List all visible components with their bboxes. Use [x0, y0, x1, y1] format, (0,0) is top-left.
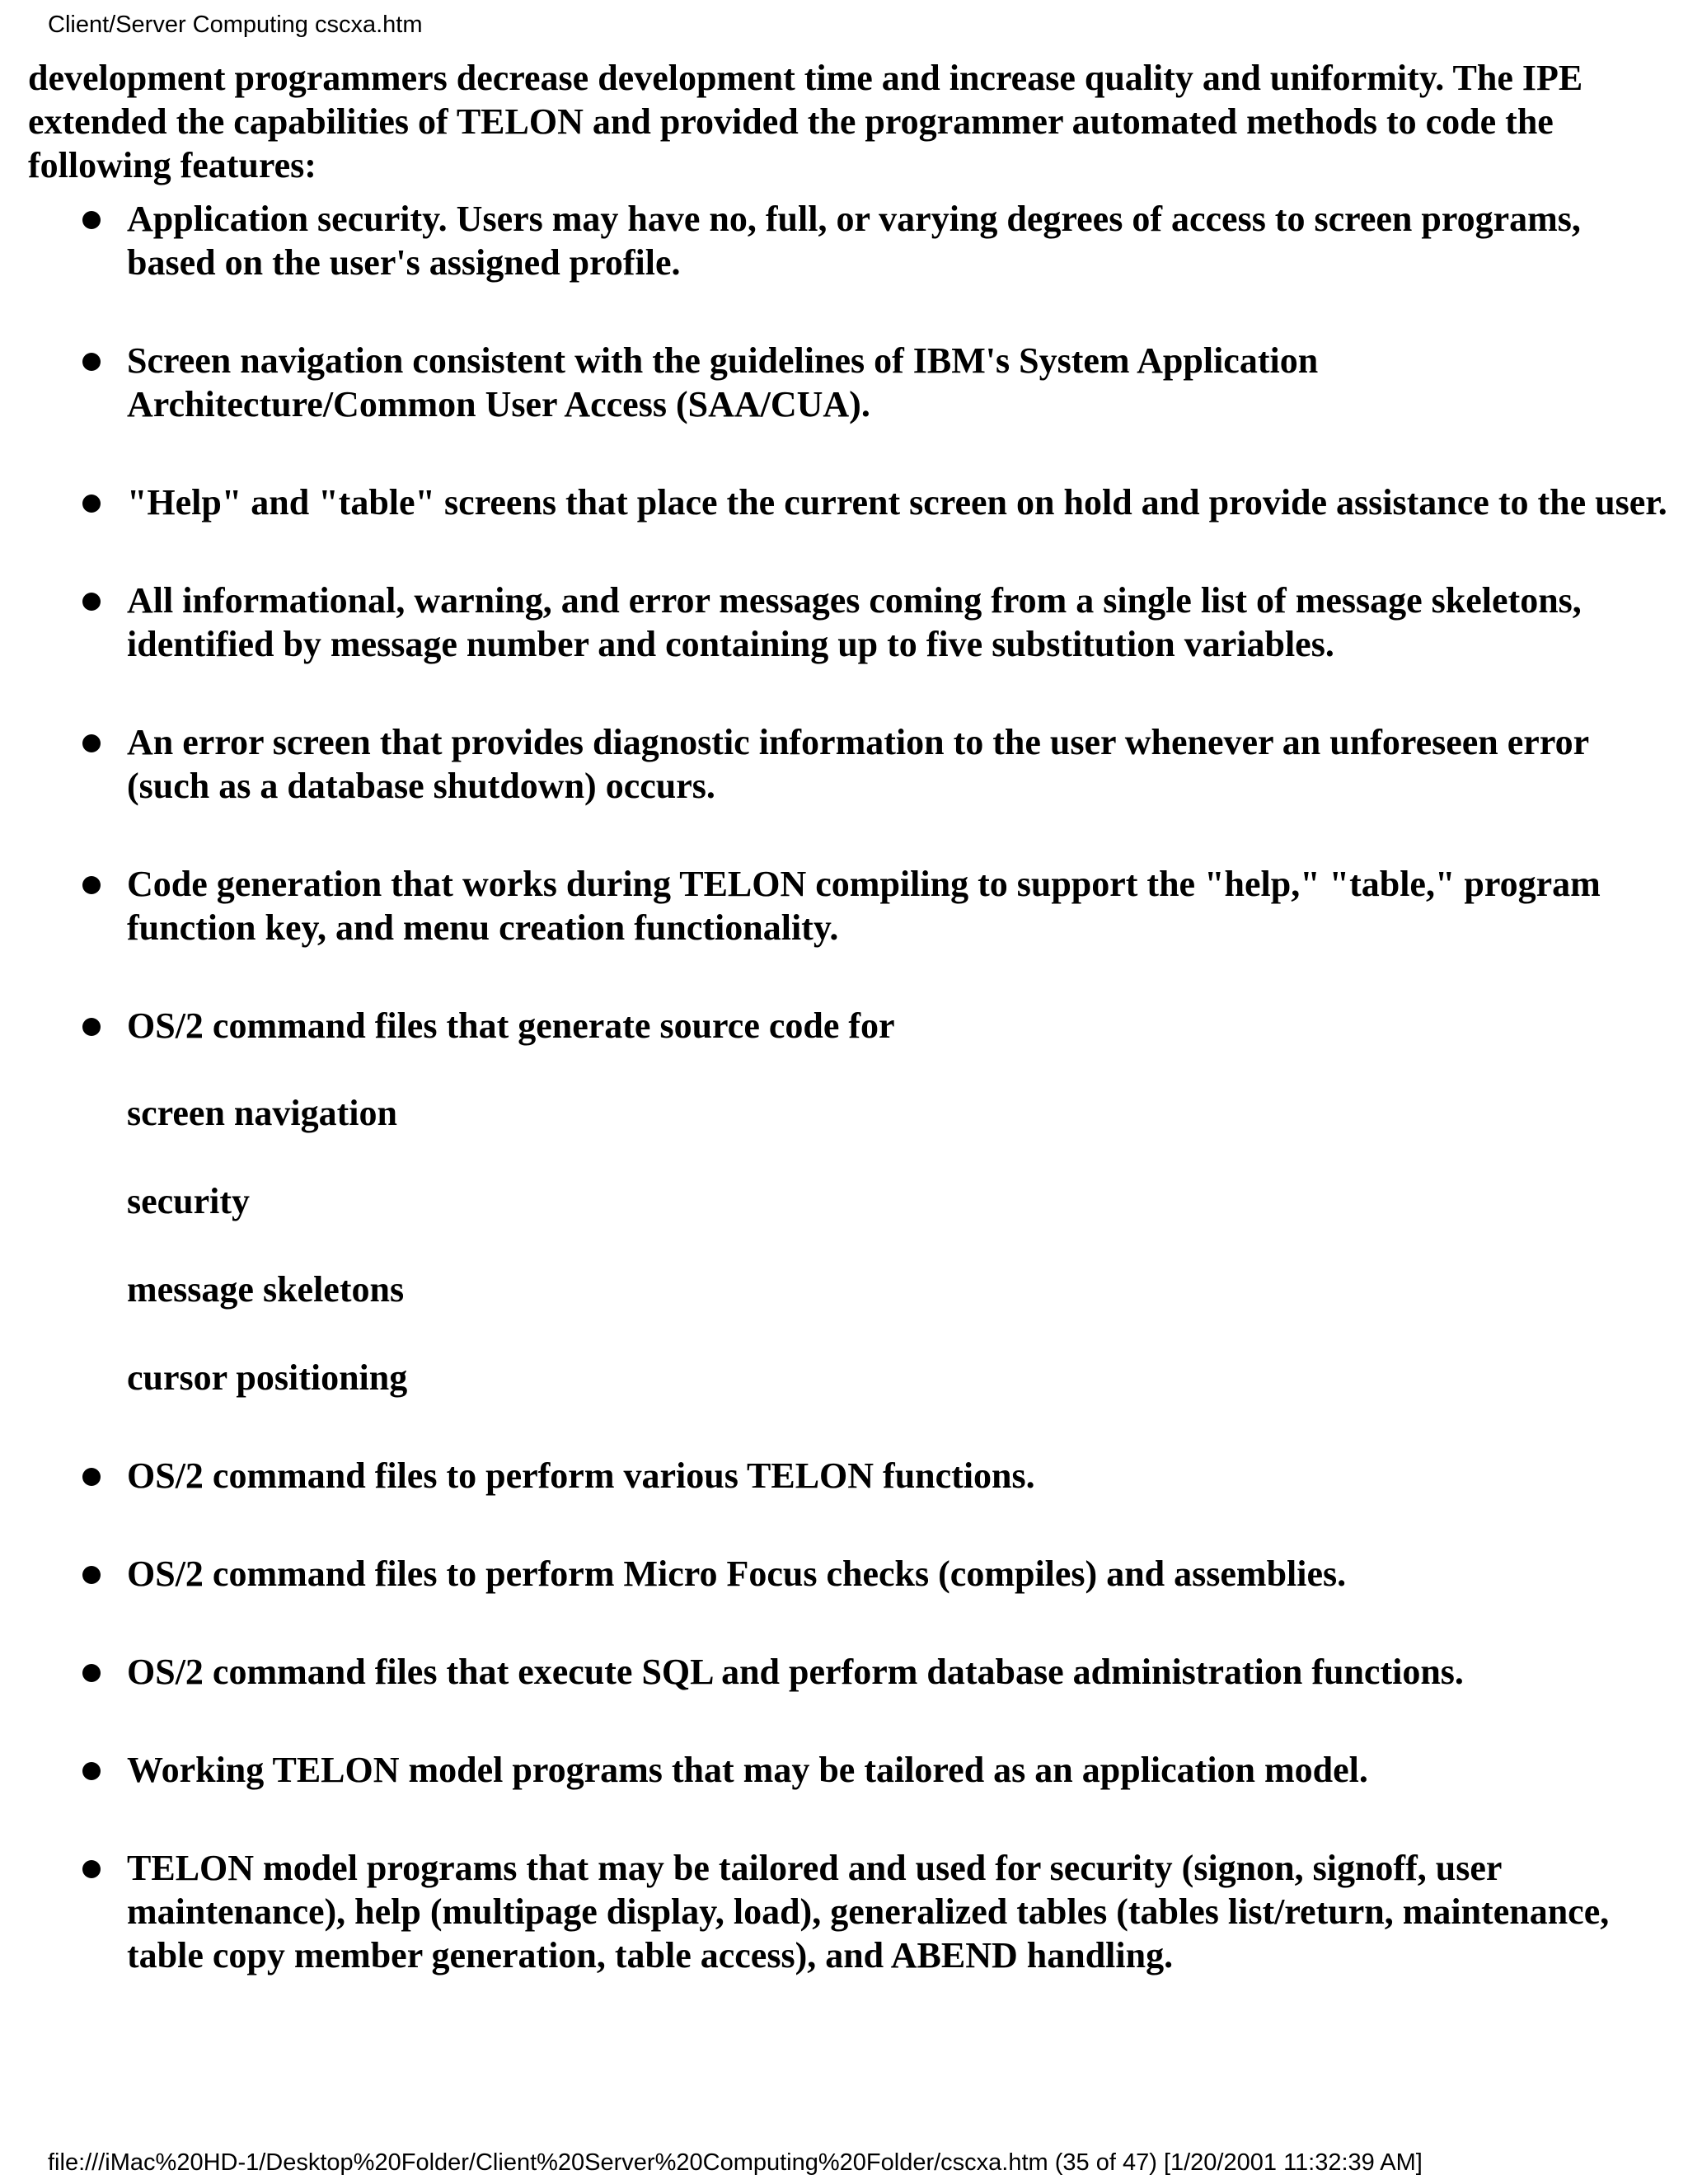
list-item: [127, 1454, 1672, 1497]
document-body: [28, 56, 1672, 1977]
list-item: [127, 720, 1672, 808]
intro-paragraph: development programmers decrease development time and increase quality and uniformity. The IPE extended the capabilities of TELON and provided the programmer automated methods to code the following features:: [28, 58, 1583, 185]
page-header-title: Client/Server Computing cscxa.htm: [48, 12, 423, 38]
sub-list-item: message skeletons: [127, 1269, 405, 1310]
bullet-icon: [82, 1018, 101, 1036]
sub-list: [127, 1091, 1672, 1399]
list-item: [127, 339, 1672, 426]
sub-list-item: screen navigation: [127, 1093, 397, 1133]
list-item: [127, 197, 1672, 284]
list-item-text: TELON model programs that may be tailored and used for security (signon, signoff, user maintenance), help (multipage display, load), generalized tables (tables list/return, maintenance, table copy member generation, table access), and ABEND handling.: [127, 1848, 1610, 1975]
list-item-text: Application security. Users may have no, full, or varying degrees of access to screen programs, based on the user's assigned profile.: [127, 199, 1581, 283]
list-item: [127, 1846, 1672, 1977]
bullet-icon: [82, 876, 101, 894]
bullet-icon: [82, 1468, 101, 1486]
list-item: [127, 1748, 1672, 1792]
list-item-text: OS/2 command files that generate source code for: [127, 1005, 895, 1046]
list-item-text: An error screen that provides diagnostic information to the user whenever an unforeseen error (such as a database shutdown) occurs.: [127, 722, 1589, 806]
bullet-icon: [82, 494, 101, 513]
list-item-text: "Help" and "table" screens that place the current screen on hold and provide assistance to the user.: [127, 482, 1667, 523]
list-item: [127, 480, 1672, 524]
bullet-icon: [82, 1860, 101, 1878]
feature-list: [28, 197, 1672, 1977]
bullet-icon: [82, 734, 101, 752]
bullet-icon: [82, 353, 101, 371]
list-item: [127, 1004, 1672, 1399]
bullet-icon: [82, 1664, 101, 1682]
page-footer-url: file:///iMac%20HD-1/Desktop%20Folder/Client%20Server%20Computing%20Folder/cscxa.htm (35 of 47) [1/20/2001 11:32:39 AM]: [48, 2149, 1423, 2176]
list-item: [127, 1552, 1672, 1596]
list-item-text: OS/2 command files that execute SQL and perform database administration functions.: [127, 1652, 1464, 1692]
list-item-text: Code generation that works during TELON compiling to support the "help," "table," program function key, and menu creation functionality.: [127, 864, 1601, 948]
list-item-text: OS/2 command files to perform Micro Focus checks (compiles) and assemblies.: [127, 1554, 1347, 1594]
sub-list-item: security: [127, 1181, 251, 1221]
list-item: [127, 579, 1672, 666]
list-item-text: OS/2 command files to perform various TELON functions.: [127, 1455, 1035, 1496]
list-item-text: Screen navigation consistent with the guidelines of IBM's System Application Architecture/Common User Access (SAA/CUA).: [127, 340, 1319, 424]
bullet-icon: [82, 1762, 101, 1780]
sub-list-item: cursor positioning: [127, 1357, 408, 1398]
bullet-icon: [82, 593, 101, 611]
bullet-icon: [82, 1566, 101, 1584]
list-item-text: All informational, warning, and error messages coming from a single list of message skeletons, identified by message number and containing up to five substitution variables.: [127, 580, 1582, 664]
bullet-icon: [82, 211, 101, 229]
list-item: [127, 1650, 1672, 1694]
list-item-text: Working TELON model programs that may be tailored as an application model.: [127, 1750, 1368, 1790]
list-item: [127, 862, 1672, 949]
